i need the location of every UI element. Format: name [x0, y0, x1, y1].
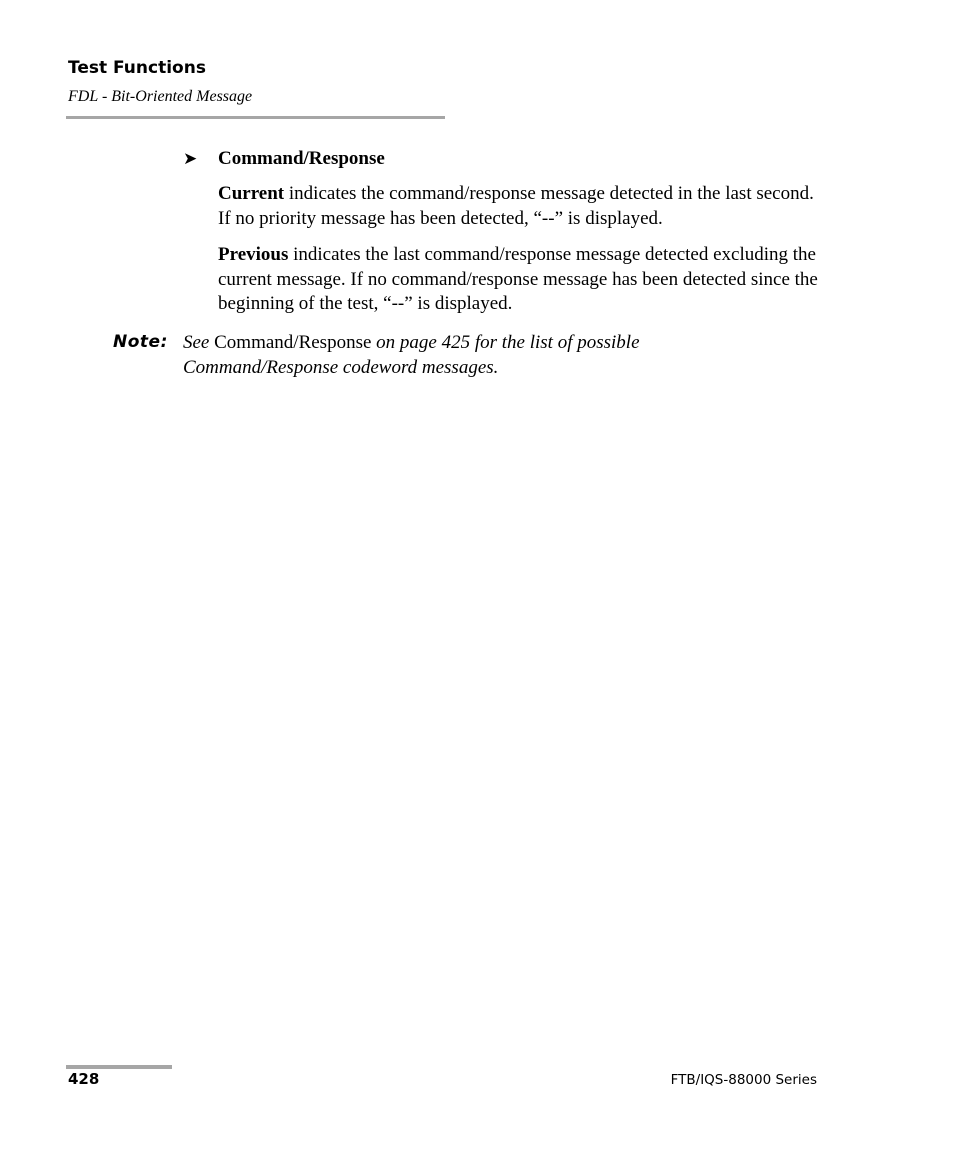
arrowhead-bullet-icon: ➤: [183, 149, 198, 169]
paragraph-current-text: indicates the command/response message detected in the last second. If no priority message has been detected, “--” is displayed.: [218, 183, 814, 229]
product-name: FTB/IQS-88000 Series: [670, 1072, 817, 1088]
page-header-title: Test Functions: [68, 58, 206, 78]
note-suffix: on page 425 for the list of possible Command/Response codeword messages.: [183, 332, 640, 378]
page-header-subtitle: FDL - Bit-Oriented Message: [68, 88, 253, 105]
note-prefix: See: [183, 332, 215, 353]
term-current: Current: [218, 183, 285, 204]
section-heading: Command/Response: [218, 148, 385, 169]
note-text: [183, 330, 743, 380]
paragraph-previous: [218, 243, 828, 317]
paragraph-current: [218, 182, 828, 231]
header-rule: [66, 116, 445, 119]
paragraph-previous-text: indicates the last command/response message detected excluding the current message. If no command/response message has been detected since the beginning of the test, “--” is displayed.: [218, 244, 818, 314]
note-label: Note:: [113, 332, 168, 352]
page-number: 428: [68, 1070, 100, 1088]
note-cross-reference-link[interactable]: Command/Response: [214, 332, 372, 353]
term-previous: Previous: [218, 244, 289, 265]
